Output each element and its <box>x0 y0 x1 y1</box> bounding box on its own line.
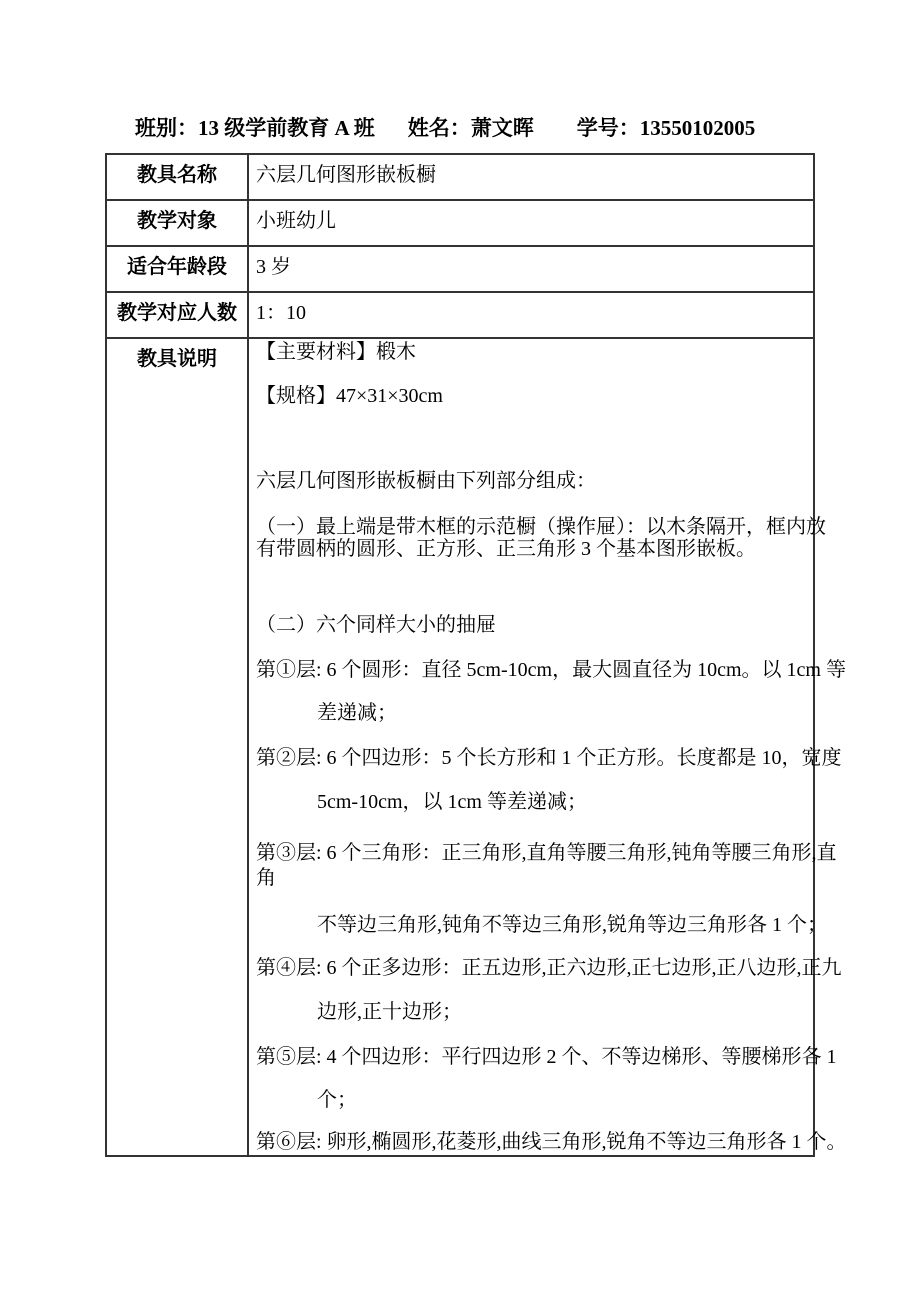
description-line-layer1: 第①层: 6 个圆形：直径 5cm-10cm，最大圆直径为 10cm。以 1cm 等 <box>256 659 846 681</box>
description-line-layer1-cont: 差递减； <box>317 702 397 724</box>
description-line-composition: 六层几何图形嵌板橱由下列部分组成： <box>256 470 596 492</box>
row-value-aid-name: 六层几何图形嵌板橱 <box>248 154 814 200</box>
name-field: 姓名：萧文晖 <box>407 116 534 140</box>
description-line-layer3-wrap: 角 <box>256 867 276 889</box>
table-row-aid-name <box>106 154 814 200</box>
description-line-layer4-cont: 边形,正十边形； <box>317 1001 462 1023</box>
student-info-header <box>135 115 920 141</box>
class-field: 班别：13 级学前教育 A 班 <box>135 116 375 140</box>
row-label-teaching-target: 教学对象 <box>106 200 248 246</box>
description-line-layer6: 第⑥层: 卵形,椭圆形,花菱形,曲线三角形,锐角不等边三角形各 1 个。 <box>256 1131 847 1153</box>
row-value-student-ratio: 1：10 <box>248 292 814 338</box>
description-line-part1-wrap: 有带圆柄的圆形、正方形、正三角形 3 个基本图形嵌板。 <box>256 538 756 560</box>
row-label-description: 教具说明 <box>106 338 248 1156</box>
description-line-layer5-cont: 个； <box>317 1089 357 1111</box>
description-line-materials: 【主要材料】椴木 <box>256 341 416 363</box>
row-label-age-range: 适合年龄段 <box>106 246 248 292</box>
table-row-teaching-target <box>106 200 814 246</box>
description-line-layer4: 第④层: 6 个正多边形：正五边形,正六边形,正七边形,正八边形,正九 <box>256 957 842 979</box>
table-row-student-ratio <box>106 292 814 338</box>
description-line-layer3-cont: 不等边三角形,钝角不等边三角形,锐角等边三角形各 1 个； <box>317 914 827 936</box>
description-line-part2: （二）六个同样大小的抽屉 <box>256 614 496 636</box>
teaching-aid-table <box>105 153 847 1157</box>
student-id-field: 学号：13550102005 <box>576 116 756 140</box>
description-line-layer3: 第③层: 6 个三角形：正三角形,直角等腰三角形,钝角等腰三角形,直 <box>256 842 837 864</box>
table-row-description <box>106 338 814 1156</box>
description-cell <box>248 338 847 1156</box>
table-row-age-range <box>106 246 814 292</box>
row-value-age-range: 3 岁 <box>248 246 814 292</box>
description-line-layer5: 第⑤层: 4 个四边形：平行四边形 2 个、不等边梯形、等腰梯形各 1 <box>256 1046 837 1068</box>
row-label-student-ratio: 教学对应人数 <box>106 292 248 338</box>
row-value-teaching-target: 小班幼儿 <box>248 200 814 246</box>
description-line-part1: （一）最上端是带木框的示范橱（操作屉）：以木条隔开，框内放 <box>256 516 826 538</box>
description-line-dimensions: 【规格】47×31×30cm <box>256 385 443 407</box>
description-line-layer2-cont: 5cm-10cm，以 1cm 等差递减； <box>317 791 587 813</box>
row-label-aid-name: 教具名称 <box>106 154 248 200</box>
description-line-layer2: 第②层: 6 个四边形：5 个长方形和 1 个正方形。长度都是 10，宽度 <box>256 747 842 769</box>
